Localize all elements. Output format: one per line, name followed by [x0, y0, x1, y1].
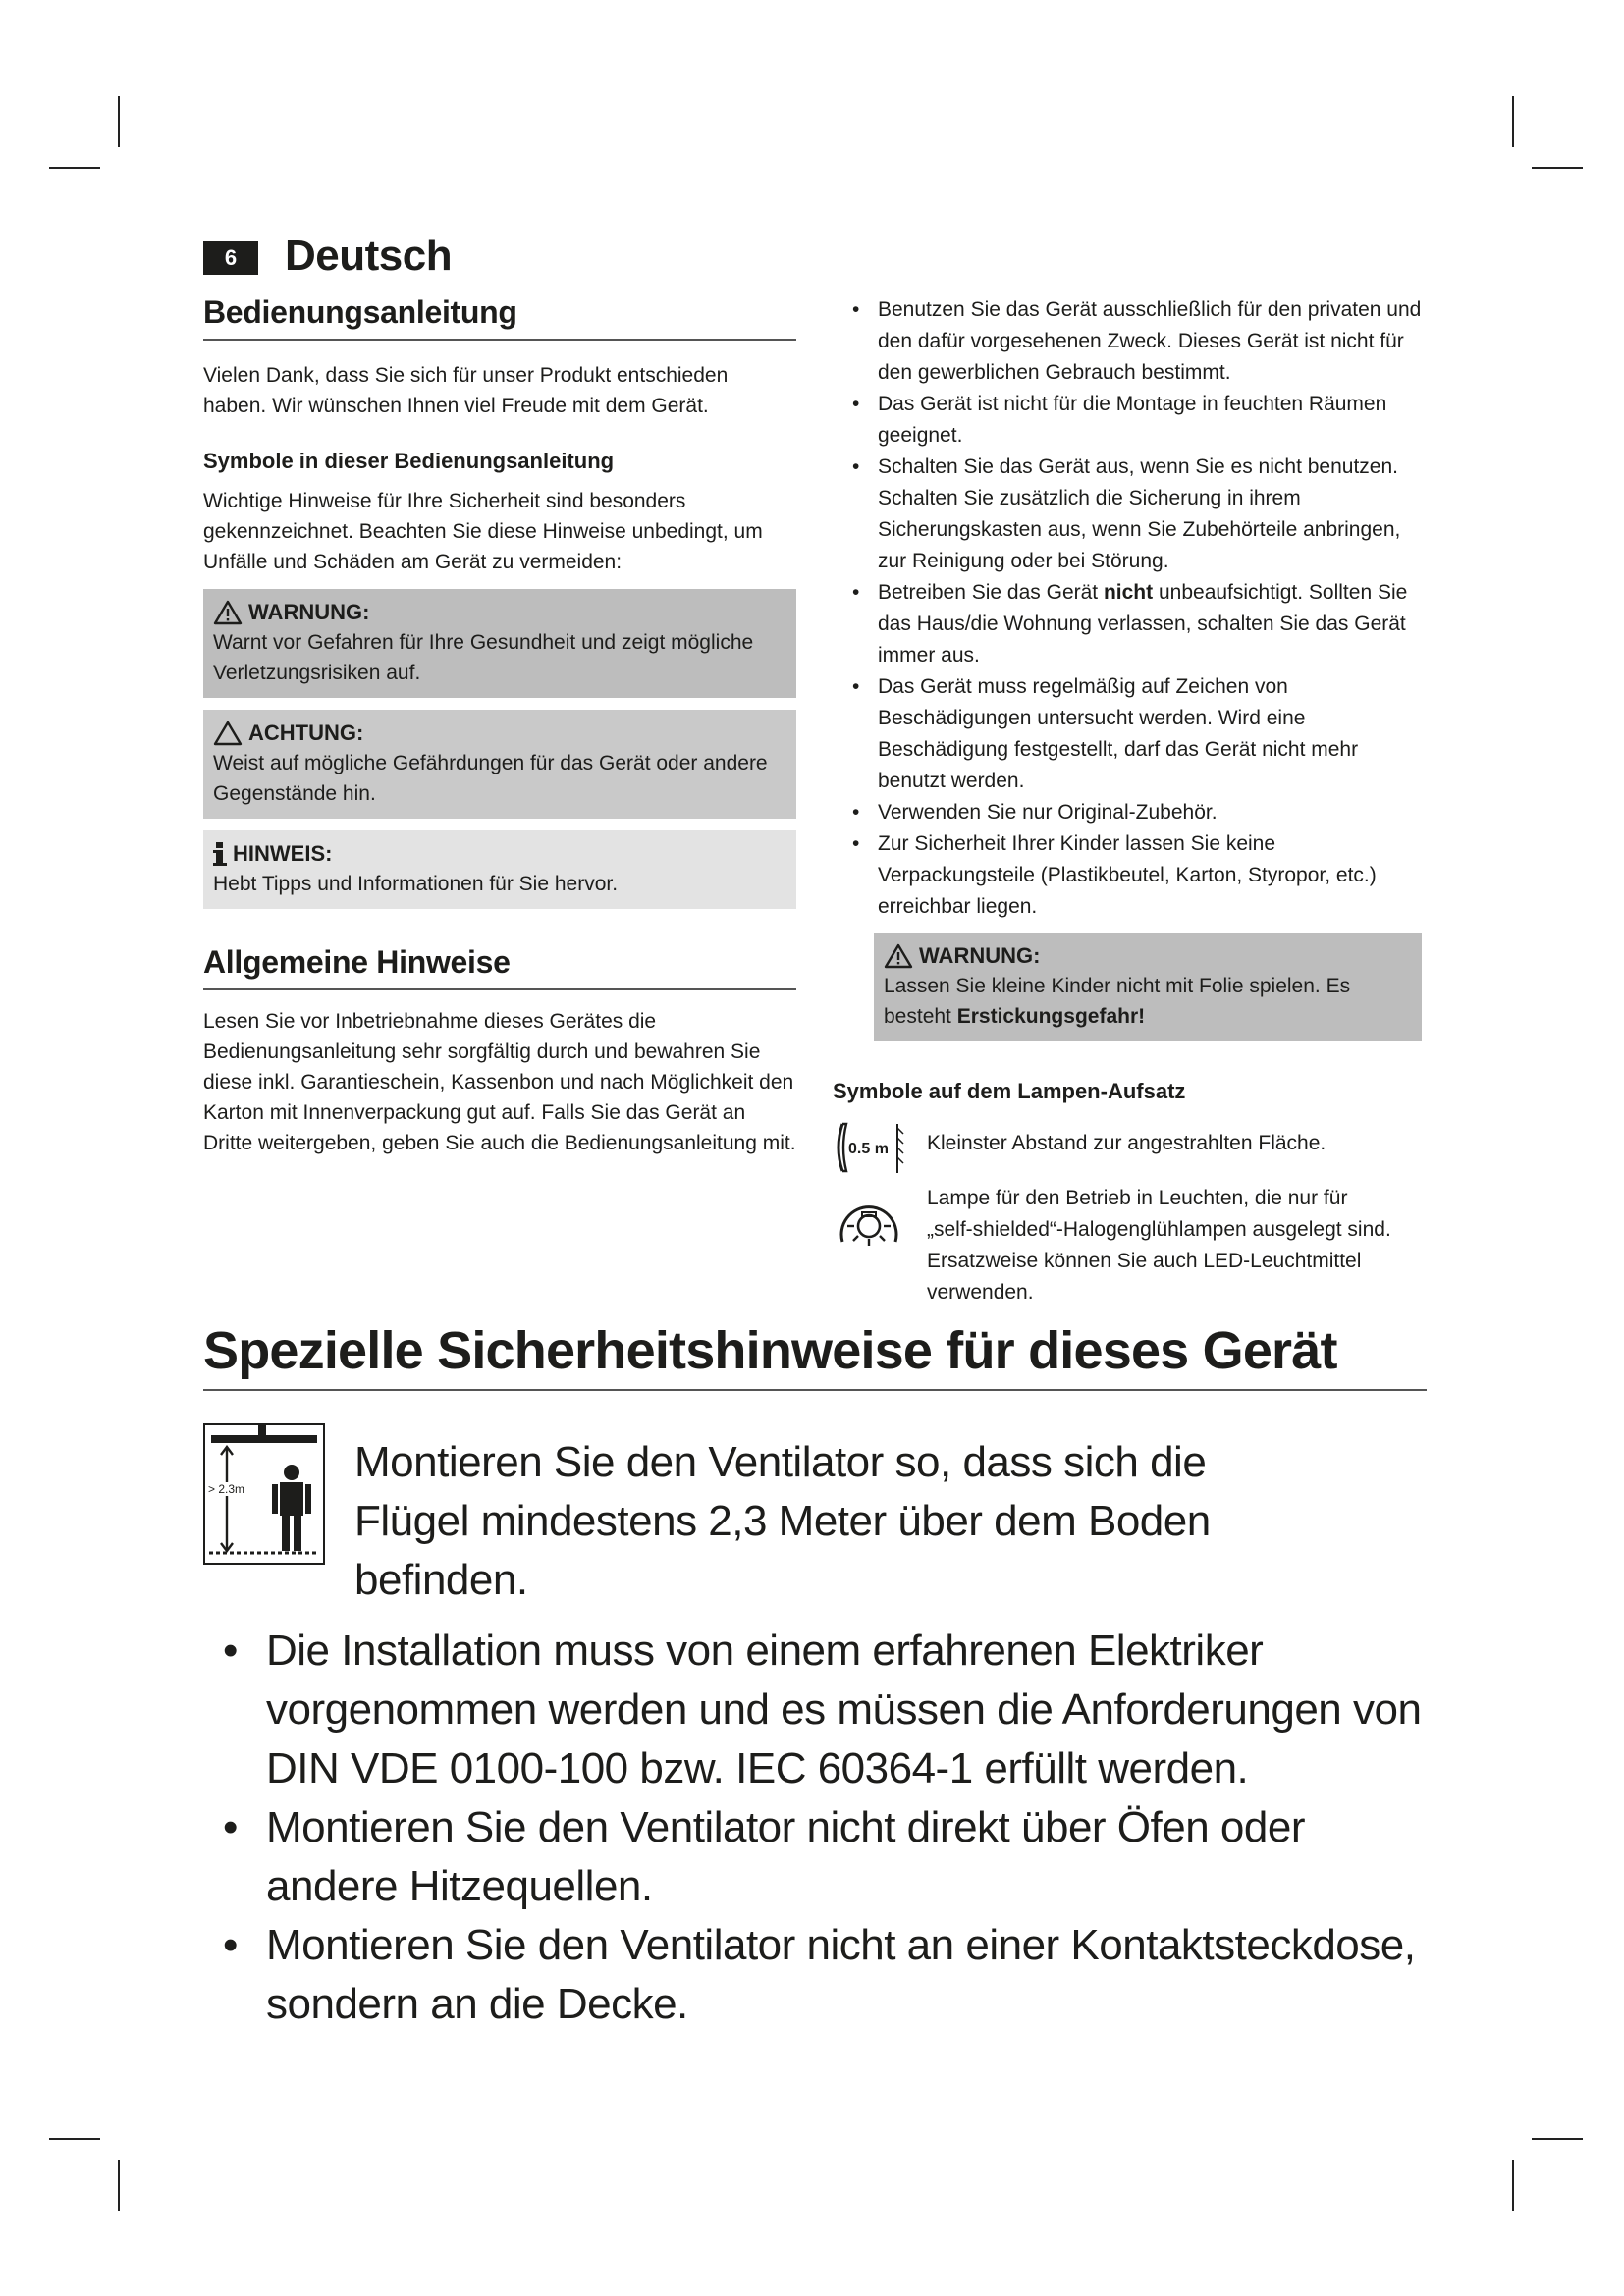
height-pictogram [203, 1423, 325, 1565]
list-item: • Das Gerät muss regelmäßig auf Zeichen von Beschädigungen untersucht werden. Wird eine Beschädigung festgestellt, darf das Gerät nicht mehr benutzt werden. [852, 675, 1359, 792]
language-title: Deutsch [285, 232, 453, 280]
left-column [203, 294, 796, 1158]
list-item: • Benutzen Sie das Gerät ausschließlich für den privaten und den dafür vorgesehenen Zweck. Dieses Gerät ist nicht für den gewerblichen Gebrauch bestimmt. [852, 298, 1422, 384]
special-safety-list [203, 1622, 1427, 2034]
hint-text: Hebt Tipps und Informationen für Sie hervor. [213, 873, 619, 895]
warning-title: WARNUNG: [248, 600, 370, 624]
manual-title: Bedienungsanleitung [203, 294, 796, 341]
symbols-heading: Symbole in dieser Bedienungsanleitung [203, 449, 615, 473]
crop-mark [118, 2160, 120, 2211]
crop-mark [118, 96, 120, 147]
general-text: Lesen Sie vor Inbetriebnahme dieses Gerätes die Bedienungsanleitung sehr sorgfältig durch und bewahren Sie diese inkl. Garantieschein, Kassenbon und nach Möglichkeit den Karton mit Innenverpackung gut auf. Falls Sie das Gerät an Dritte weitergeben, geben Sie auch die Bedienungsanleitung mit. [203, 1010, 796, 1154]
caution-triangle-icon [213, 721, 243, 746]
list-item: • Schalten Sie das Gerät aus, wenn Sie es nicht benutzen. Schalten Sie zusätzlich die Sicherung in ihrem Sicherungskasten aus, wenn Sie Zubehörteile anbringen, zur Reinigung oder bei Störung. [852, 455, 1401, 572]
distance-label: 0.5 m [848, 1141, 889, 1157]
list-item: • Betreiben Sie das Gerät nicht unbeaufsichtigt. Sollten Sie das Haus/die Wohnung verlassen, schalten Sie das Gerät immer aus. [852, 581, 1408, 667]
lamp-symbols-heading: Symbole auf dem Lampen-Aufsatz [833, 1079, 1186, 1103]
general-heading: Allgemeine Hinweise [203, 944, 796, 990]
special-safety-heading: Spezielle Sicherheitshinweise für dieses Gerät [203, 1320, 1427, 1391]
warning-box-children [874, 933, 1422, 1041]
list-item: • Montieren Sie den Ventilator nicht direkt über Öfen oder andere Hitzequellen. [223, 1803, 1305, 1910]
mount-height-row [203, 1423, 1427, 1610]
caution-text: Weist auf mögliche Gefährdungen für das Gerät oder andere Gegenstände hin. [213, 752, 768, 805]
self-shielded-lamp-icon [833, 1183, 905, 1267]
intro-text: Vielen Dank, dass Sie sich für unser Produkt entschieden haben. Wir wünschen Ihnen viel Freude mit dem Gerät. [203, 364, 729, 417]
list-item: • Die Installation muss von einem erfahrenen Elektriker vorgenommen werden und es müssen die Anforderungen von DIN VDE 0100-100 bzw. IEC 60364-1 erfüllt werden. [223, 1627, 1422, 1792]
page-number: 6 [203, 241, 258, 275]
crop-mark [49, 2138, 100, 2140]
crop-mark [49, 167, 100, 169]
warning-title: WARNUNG: [919, 943, 1041, 968]
info-icon [213, 841, 227, 867]
distance-symbol-row [833, 1118, 1422, 1177]
crop-mark [1512, 96, 1514, 147]
distance-text: Kleinster Abstand zur angestrahlten Fläche. [927, 1132, 1326, 1154]
warning-triangle-icon [884, 943, 913, 969]
safety-list [833, 294, 1422, 923]
warning-box [203, 589, 796, 698]
crop-mark [1532, 167, 1583, 169]
list-item: • Das Gerät ist nicht für die Montage in feuchten Räumen geeignet. [852, 393, 1387, 447]
right-column [833, 294, 1422, 1308]
crop-mark [1512, 2160, 1514, 2211]
caution-box [203, 710, 796, 819]
special-safety-section [203, 1423, 1427, 2034]
warning-text: Warnt vor Gefahren für Ihre Gesundheit und zeigt mögliche Verletzungsrisiken auf. [213, 631, 754, 684]
warning-triangle-icon [213, 600, 243, 625]
height-label: > 2.3m [208, 1482, 245, 1496]
caution-title: ACHTUNG: [248, 721, 364, 745]
lamp-symbol-row [833, 1183, 1422, 1308]
lamp-text: Lampe für den Betrieb in Leuchten, die nur für „self-shielded“-Halogenglühlampen ausgelegt sind. Ersatzweise können Sie auch LED-Leuchtmittel verwenden. [927, 1187, 1391, 1304]
distance-symbol-icon [833, 1118, 905, 1177]
crop-mark [1532, 2138, 1583, 2140]
hint-box [203, 830, 796, 909]
hint-title: HINWEIS: [233, 841, 333, 866]
list-item: • Verwenden Sie nur Original-Zubehör. [852, 801, 1218, 824]
list-item: • Zur Sicherheit Ihrer Kinder lassen Sie keine Verpackungsteile (Plastikbeutel, Karton, Styropor, etc.) erreichbar liegen. [852, 832, 1377, 918]
list-item: • Montieren Sie den Ventilator nicht an einer Kontaktsteckdose, sondern an die Decke. [223, 1921, 1416, 2028]
warning-text: Lassen Sie kleine Kinder nicht mit Folie spielen. Es besteht Erstickungsgefahr! [884, 975, 1351, 1028]
symbols-text: Wichtige Hinweise für Ihre Sicherheit sind besonders gekennzeichnet. Beachten Sie diese Hinweise unbedingt, um Unfälle und Schäden am Gerät zu vermeiden: [203, 490, 763, 573]
mount-height-text: Montieren Sie den Ventilator so, dass sich die Flügel mindestens 2,3 Meter über dem Boden befinden. [354, 1438, 1211, 1604]
